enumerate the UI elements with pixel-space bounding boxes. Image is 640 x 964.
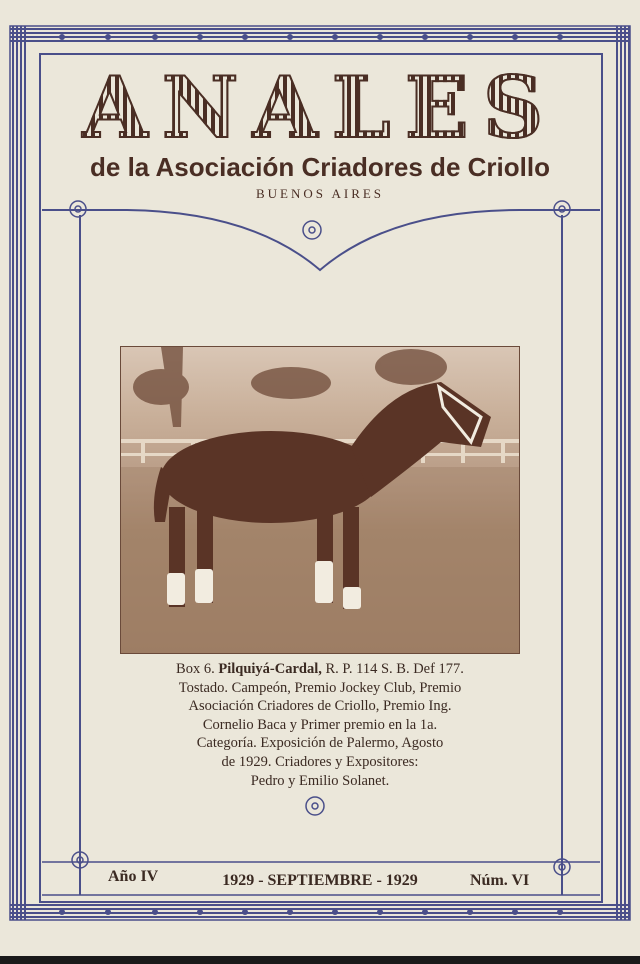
- photo-caption: [100, 660, 540, 790]
- volume-year: Año IV: [108, 868, 159, 885]
- caption-line-3: Asociación Criadores de Criollo, Premio Ing.: [188, 698, 452, 715]
- caption-line-4: Cornelio Baca y Primer premio en la 1a.: [202, 716, 438, 733]
- caption-line-7: Pedro y Emilio Solanet.: [250, 772, 390, 789]
- horse-photo: [120, 346, 520, 654]
- publication-city: BUENOS AIRES: [255, 186, 385, 201]
- bottom-edge: [0, 956, 640, 964]
- caption-line-5: Categoría. Exposición de Palermo, Agosto: [196, 735, 444, 752]
- magazine-subtitle: de la Asociación Criadores de Criollo: [90, 152, 550, 182]
- issue-date: 1929 - SEPTIEMBRE - 1929: [222, 872, 418, 889]
- magazine-title: ANALES: [82, 58, 558, 157]
- caption-line-6: de 1929. Criadores y Expositores:: [221, 753, 419, 770]
- caption-line-1: Box 6. Pilquiyá-Cardal, R. P. 114 S. B. Def 177.: [176, 661, 464, 677]
- issue-number: Núm. VI: [470, 872, 530, 889]
- caption-line-2: Tostado. Campeón, Premio Jockey Club, Premio: [178, 679, 462, 696]
